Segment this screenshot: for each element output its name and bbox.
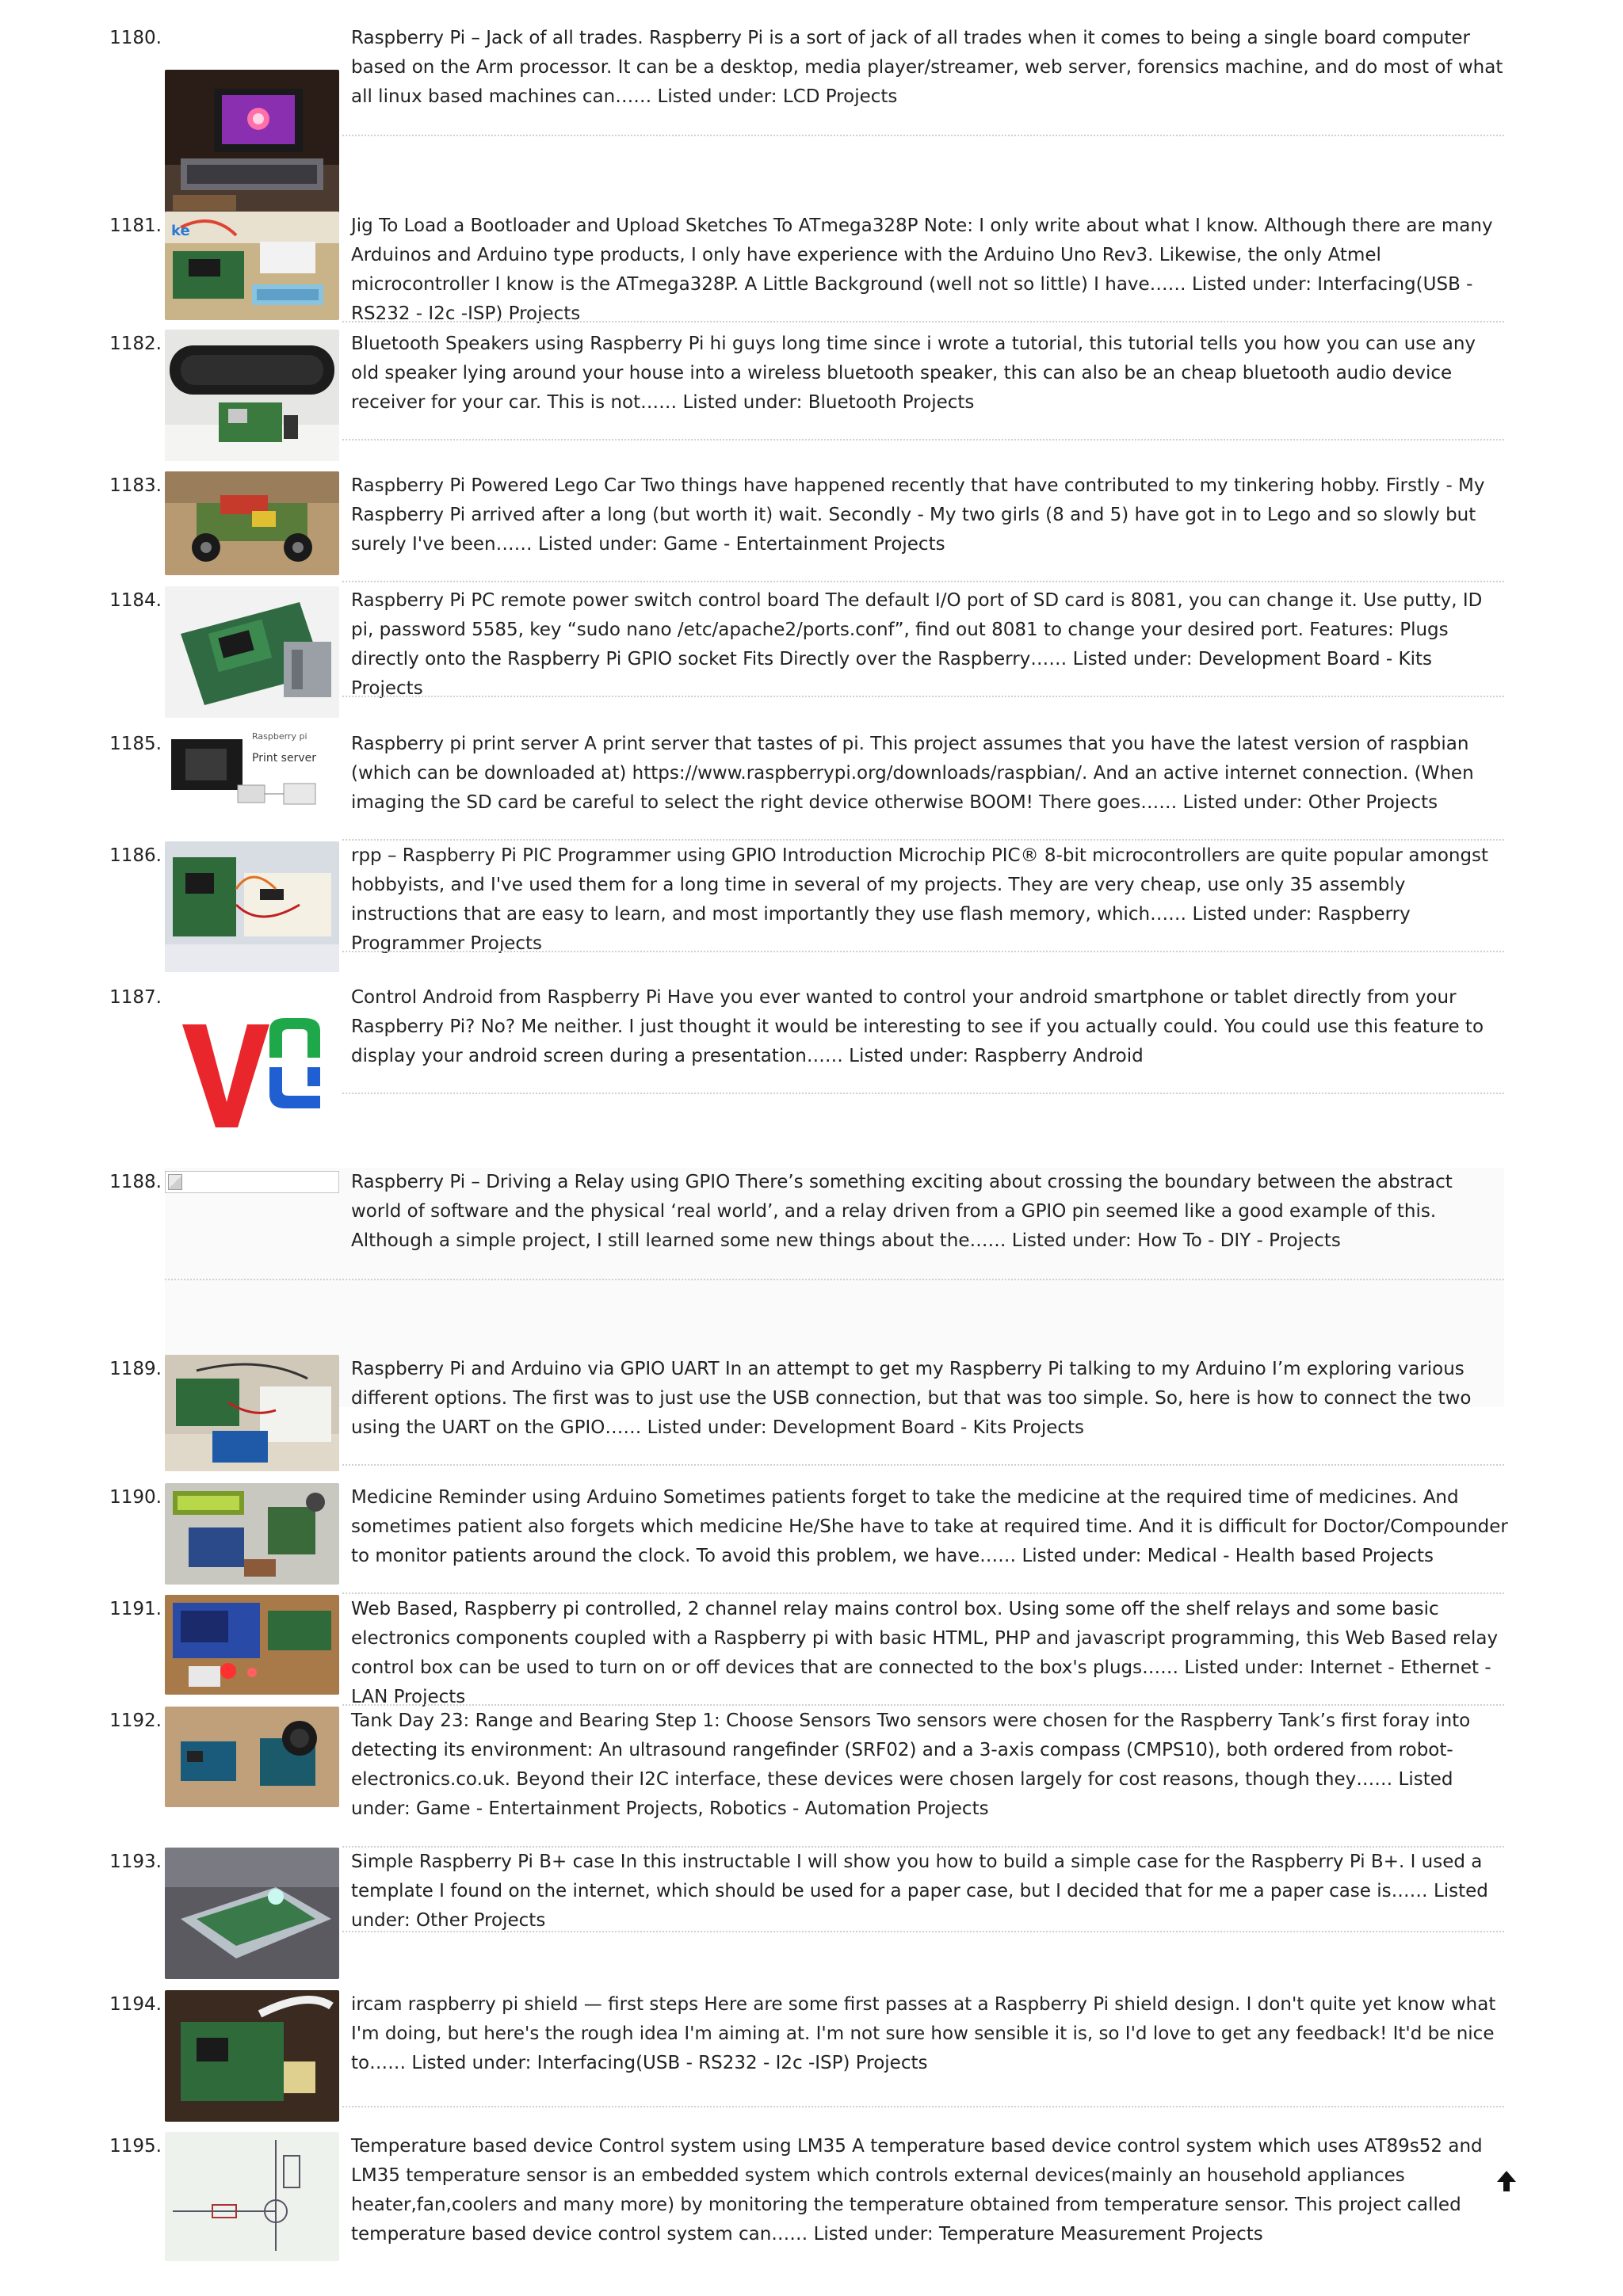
thumbnail-power-switch-board[interactable] — [165, 586, 339, 718]
item-description: Simple Raspberry Pi B+ case In this instructable I will show you how to build a simple case for the Raspberry Pi B+. I used a template I found on the internet, which should be used for a paper case, but I decided that for me a paper case is…… Listed under: Other Projects — [351, 1852, 1488, 1931]
thumbnail-bootloader-jig[interactable] — [165, 212, 339, 320]
separator — [342, 2106, 1504, 2107]
broken-image-icon[interactable] — [165, 1171, 339, 1193]
item-description: Tank Day 23: Range and Bearing Step 1: Choose Sensors Two sensors were chosen for the Raspberry Tank’s first foray into detecting its environment: An ultrasound rangefinder (SRF02) and a 3-axis compass (CMPS10), both ordered from robot-electronics.co.uk. Beyond their I2C interface, these devices were chosen largely for cost reasons, though they…… Listed under: Game - Entertainment Projects, Robotics - Automation Projects — [351, 1711, 1471, 1819]
vnc-logo[interactable] — [165, 983, 339, 1158]
item-number: 1189. — [109, 1359, 162, 1379]
item-number: 1182. — [109, 334, 162, 354]
item-description: Control Android from Raspberry Pi Have you ever wanted to control your android smartphone or tablet directly from your Raspberry Pi? No? Me neither. I just thought it would be interesting to see if you actually could. You could use this feature to display your android screen during a presentation…… Listed under: Raspberry Android — [351, 987, 1484, 1066]
separator — [342, 839, 1504, 841]
item-description: Raspberry Pi – Jack of all trades. Raspberry Pi is a sort of jack of all trades when it comes to being a single board computer based on the Arm processor. It can be a desktop, media player/streamer, web server, forensics machine, and do most of what all linux based machines can…… Listed under: LCD Projects — [351, 28, 1503, 107]
item-description: Medicine Reminder using Arduino Sometimes patients forget to take the medicine at the required time of medicines. And sometimes patient also forgets which medicine He/She have to take at required time. And it is difficult for Doctor/Compounder to monitor patients around the clock. To avoid this problem, we have…… Listed under: Medical - Health based Projects — [351, 1487, 1508, 1566]
thumbnail-lm35-schematic[interactable] — [165, 2132, 339, 2261]
thumbnail-ircam-shield[interactable] — [165, 1990, 339, 2122]
item-number: 1180. — [109, 28, 162, 48]
separator — [342, 439, 1504, 441]
thumbnail-pic-programmer[interactable] — [165, 841, 339, 972]
item-number: 1184. — [109, 590, 162, 611]
item-description: Jig To Load a Bootloader and Upload Sketches To ATmega328P Note: I only write about what I know. Although there are many Arduinos and Arduino type products, I only have experience with the Arduino Uno Rev3. Likewise, the only Atmel microcontroller I know is the ATmega328P. A Little Background (well not so little) I have…… Listed under: Interfacing(USB - RS232 - I2c -ISP) Projects — [351, 215, 1493, 324]
separator — [342, 581, 1504, 582]
item-description: Temperature based device Control system using LM35 A temperature based device control system which uses AT89s52 and LM35 temperature sensor is an embedded system which controls external devices(mainly an household appliances heater,fan,coolers and many more) by monitoring the temperature obtained from temperature sensor. This project called temperature based device control system can…… Listed under: Temperature Measurement Projects — [351, 2136, 1483, 2245]
separator — [342, 1464, 1504, 1466]
separator — [165, 1279, 1504, 1280]
separator — [342, 1592, 1504, 1594]
thumbnail-relay-control-box[interactable] — [165, 1595, 339, 1695]
item-description: Raspberry Pi PC remote power switch control board The default I/O port of SD card is 8081, you can change it. Use putty, ID pi, password 5585, key “sudo nano /etc/apache2/ports.conf”, find out 8081 to change your desired port. Features: Plugs directly onto the Raspberry Pi GPIO socket Fits Directly over the Raspberry…… Listed under: Development Board - Kits Projects — [351, 590, 1483, 699]
thumbnail-lcd-laptop[interactable] — [165, 70, 339, 225]
thumbnail-pi-arduino-uart[interactable] — [165, 1355, 339, 1471]
item-description: Web Based, Raspberry pi controlled, 2 channel relay mains control box. Using some off the shelf relays and some basic electronics components coupled with a Raspberry pi with basic HTML, PHP and javascript programming, this Web Based relay control box can be used to turn on or off devices that are connected to the box's plugs…… Listed under: Internet - Ethernet - LAN Projects — [351, 1599, 1499, 1707]
separator — [342, 1093, 1504, 1094]
item-description: Raspberry pi print server A print server that tastes of pi. This project assumes that you have the latest version of raspbian (which can be downloaded at) https://www.raspberrypi.org/downloads/raspbian/. And an active internet connection. (When imaging the SD card be careful to select the right device otherwise BOOM! There goes…… Listed under: Other Projects — [351, 734, 1474, 813]
item-number: 1193. — [109, 1852, 162, 1872]
item-number: 1192. — [109, 1711, 162, 1731]
thumbnail-lego-car[interactable] — [165, 471, 339, 575]
arrow-up-icon[interactable] — [1495, 2169, 1518, 2193]
thumbnail-subtitle: Print server — [252, 752, 316, 765]
item-number: 1190. — [109, 1487, 162, 1508]
thumbnail-medicine-reminder[interactable] — [165, 1483, 339, 1585]
item-number: 1185. — [109, 734, 162, 754]
thumbnail-pi-case[interactable] — [165, 1848, 339, 1979]
item-description: Bluetooth Speakers using Raspberry Pi hi guys long time since i wrote a tutorial, this tutorial tells you how you can use any old speaker lying around your house into a wireless bluetooth speaker, this can also be an cheap bluetooth audio device receiver for your car. This is not…… Listed under: Bluetooth Projects — [351, 334, 1476, 413]
item-description: Raspberry Pi Powered Lego Car Two things have happened recently that have contributed to my tinkering hobby. Firstly - My Raspberry Pi arrived after a long (but worth it) wait. Secondly - My two girls (8 and 5) have got in to Lego and so slowly but surely I've been…… Listed under: Game - Entertainment Projects — [351, 475, 1485, 555]
item-number: 1188. — [109, 1172, 162, 1192]
item-number: 1195. — [109, 2136, 162, 2157]
separator — [342, 135, 1504, 136]
item-number: 1187. — [109, 987, 162, 1008]
separator — [342, 951, 1504, 952]
item-number: 1181. — [109, 215, 162, 236]
separator — [342, 696, 1504, 697]
svg-text:ke: ke — [171, 223, 190, 239]
item-number: 1183. — [109, 475, 162, 496]
item-description: Raspberry Pi and Arduino via GPIO UART In an attempt to get my Raspberry Pi talking to my Arduino I’m exploring various different options. The first was to just use the USB connection, but that was too simple. So, here is how to connect the two using the UART on the GPIO…… Listed under: Development Board - Kits Projects — [351, 1359, 1472, 1438]
separator — [342, 321, 1504, 322]
thumbnail-bluetooth-speaker[interactable] — [165, 330, 339, 461]
thumbnail-tank-sensors[interactable] — [165, 1707, 339, 1807]
item-description: rpp – Raspberry Pi PIC Programmer using GPIO Introduction Microchip PIC® 8-bit microcontrollers are quite popular amongst hobbyists, and I've used them for a long time in several of my projects. They are very cheap, use only 35 assembly instructions that are easy to learn, and most importantly they use flash memory, which…… Listed under: Raspberry Programmer Projects — [351, 845, 1489, 954]
thumbnail-print-server[interactable] — [165, 730, 339, 818]
item-number: 1191. — [109, 1599, 162, 1619]
item-number: 1186. — [109, 845, 162, 866]
separator — [342, 1704, 1504, 1706]
item-description: Raspberry Pi – Driving a Relay using GPIO There’s something exciting about crossing the boundary between the abstract world of software and the physical ‘real world’, and a relay driven from a GPIO pin seemed like a good example of this. Although a simple project, I still learned some new things about the…… Listed under: How To - DIY - Projects — [351, 1172, 1453, 1251]
thumbnail-title: Raspberry pi — [252, 731, 307, 742]
item-description: ircam raspberry pi shield — first steps Here are some first passes at a Raspberry Pi shield design. I don't quite yet know what I'm doing, but here's the rough idea I'm aiming at. I'm not sure how sensible it is, so I'd love to get any feedback! It'd be nice to…… Listed under: Interfacing(USB - RS232 - I2c -ISP) Projects — [351, 1994, 1496, 2073]
item-number: 1194. — [109, 1994, 162, 2015]
separator — [342, 1931, 1504, 1932]
